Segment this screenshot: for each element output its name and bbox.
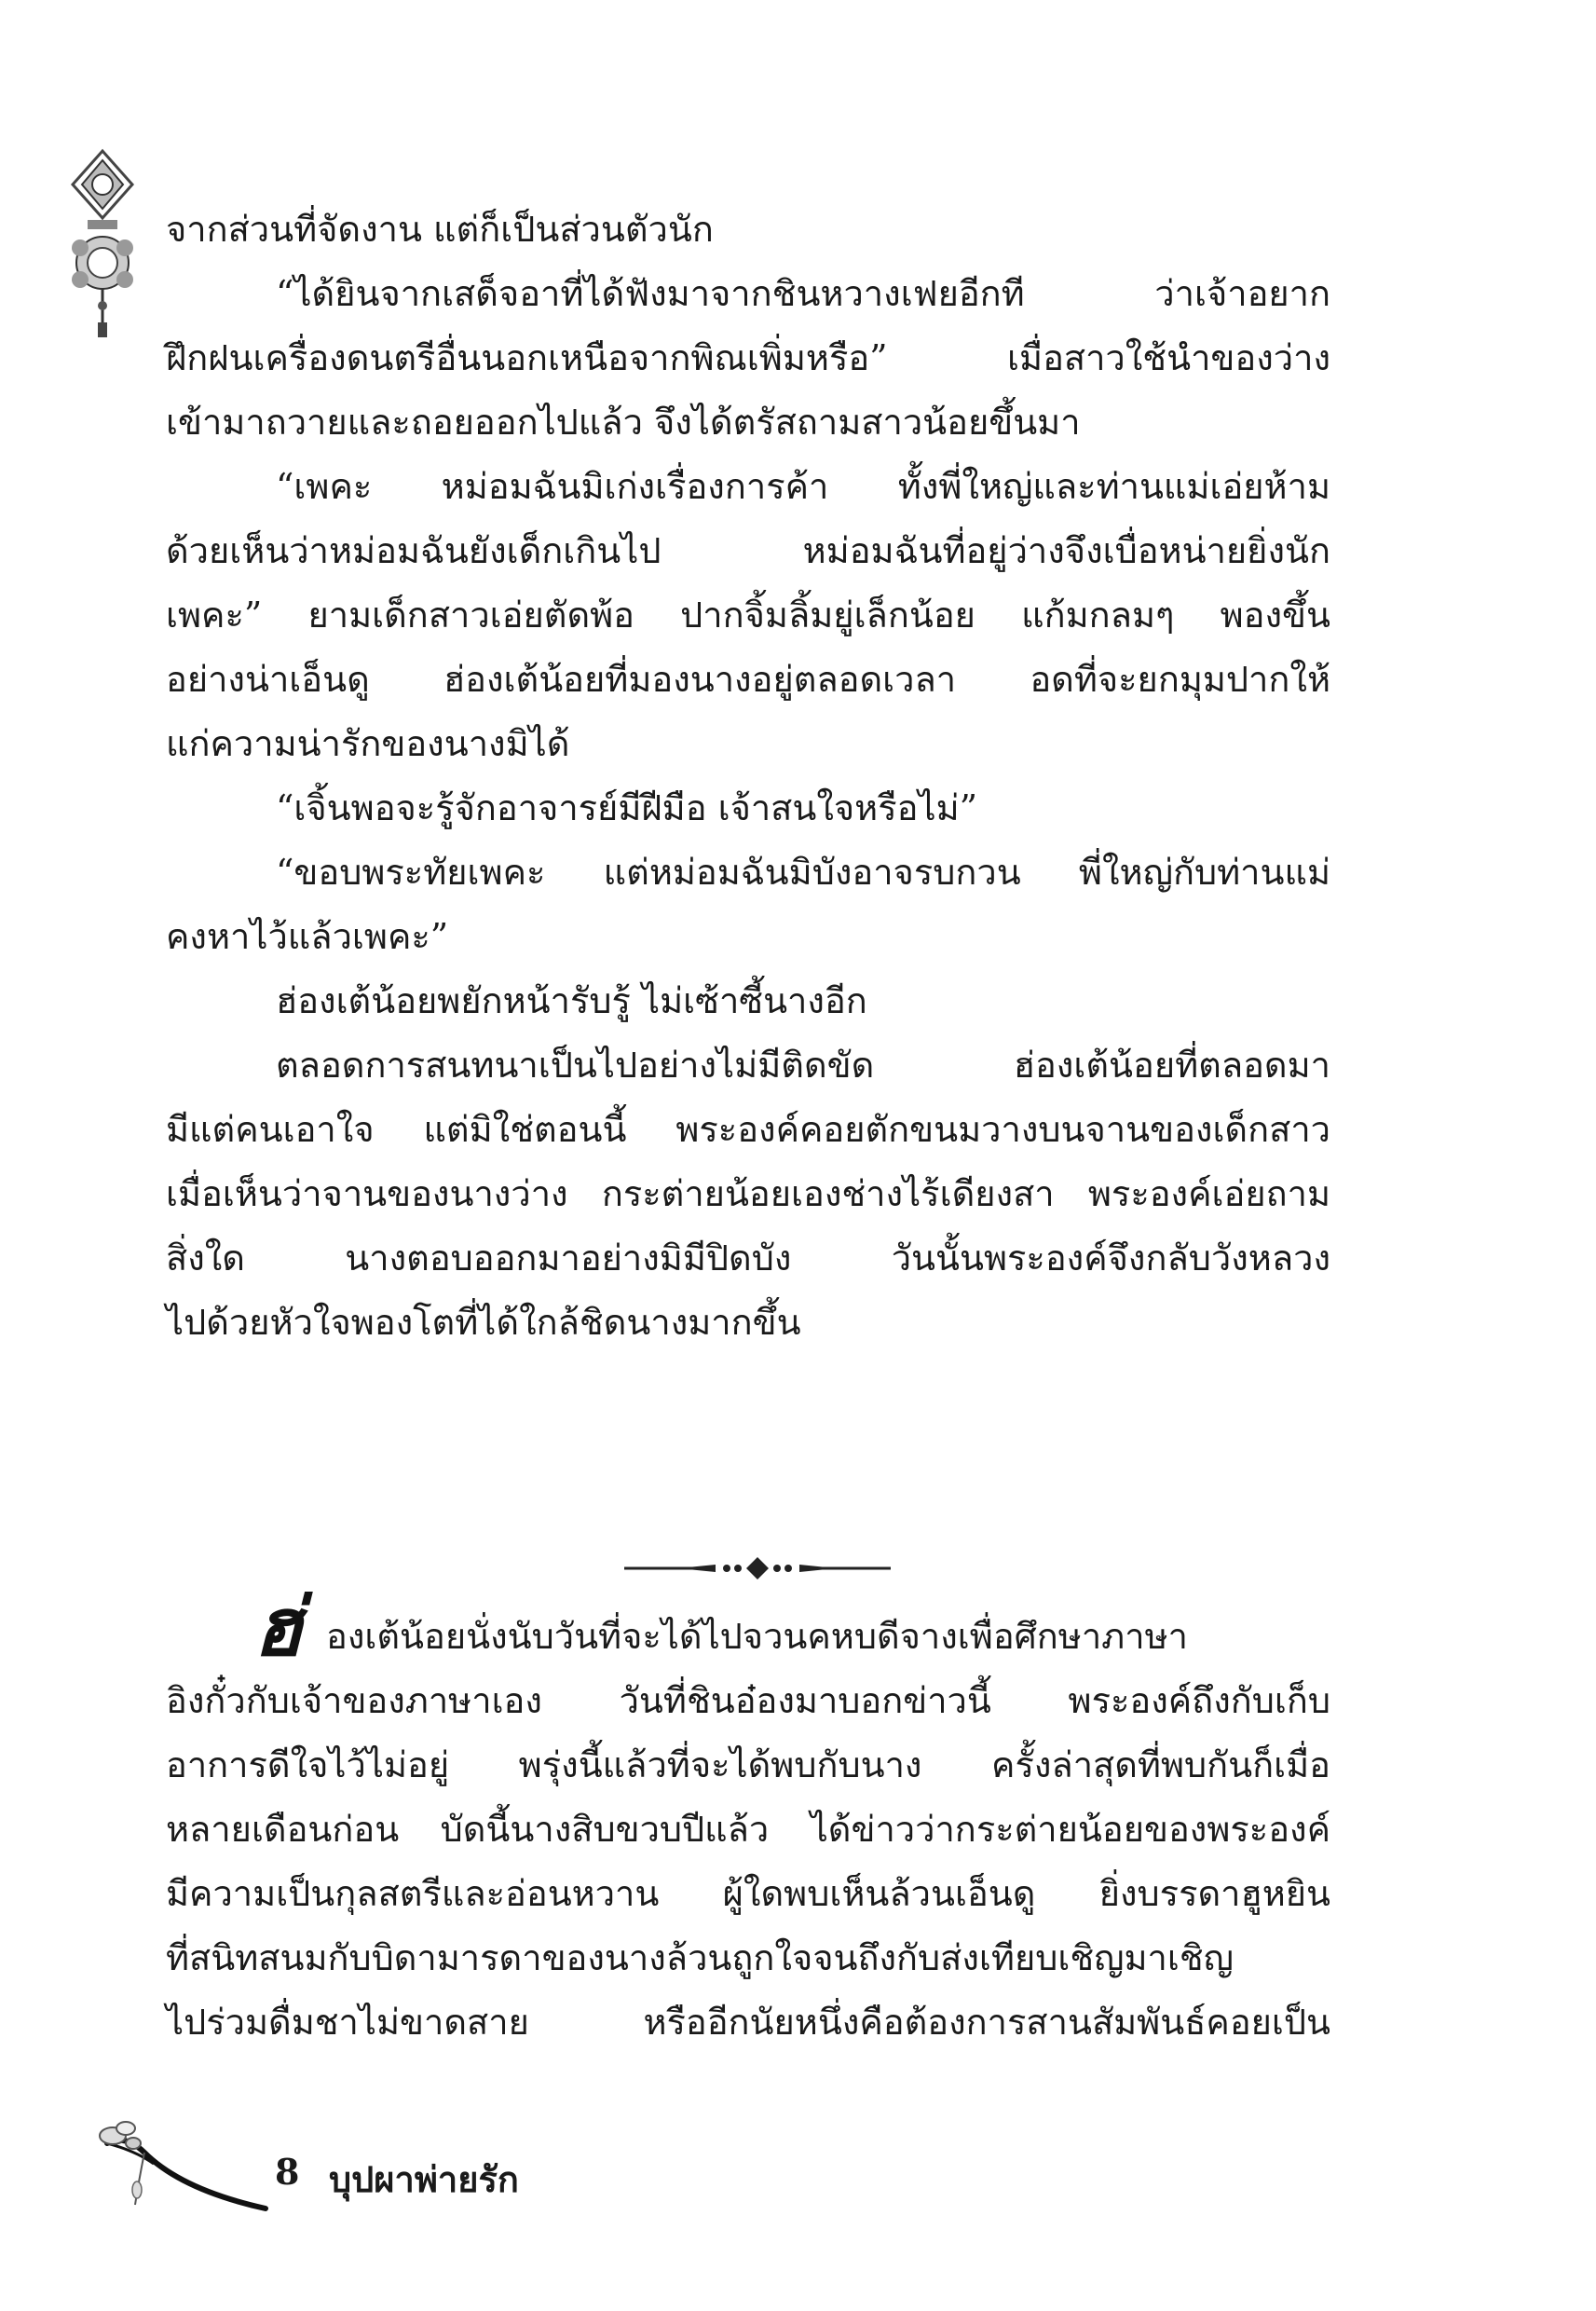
text-line: ตลอดการสนทนาเป็นไปอย่างไม่มีติดขัด ฮ่องเต้น้อยที่ตลอดมา [276, 1045, 1330, 1086]
text-line: องเต้น้อยนั่งนับวันที่จะได้ไปจวนคหบดีจางเพื่อศึกษาภาษา [326, 1616, 1188, 1657]
text-line: ที่สนิทสนมกับบิดามารดาของนางล้วนถูกใจจนถึงกับส่งเทียบเชิญมาเชิญ [166, 1937, 1235, 1978]
text-line: ไปด้วยหัวใจพองโตที่ได้ใกล้ชิดนางมากขึ้น [166, 1302, 801, 1343]
text-line: จากส่วนที่จัดงาน แต่ก็เป็นส่วนตัวนัก [166, 209, 714, 250]
flower-branch-icon [89, 2115, 303, 2218]
dropcap-line [166, 1581, 1330, 1675]
text-line: ไปร่วมดื่มชาไม่ขาดสาย หรืออีกนัยหนึ่งคือต้องการสานสัมพันธ์คอยเป็น [166, 2002, 1330, 2043]
text-line: มีความเป็นกุลสตรีและอ่อนหวาน ผู้ใดพบเห็นล้วนเอ็นดู ยิ่งบรรดาฮูหยิน [166, 1873, 1330, 1914]
body-text-section-2 [166, 1581, 1330, 2055]
book-title: บุปผาพ่ายรัก [329, 2158, 519, 2200]
ornamental-divider-icon [622, 1554, 893, 1582]
text-line: ด้วยเห็นว่าหม่อมฉันยังเด็กเกินไป หม่อมฉันที่อยู่ว่างจึงเบื่อหน่ายยิ่งนัก [166, 530, 1330, 571]
text-line: เข้ามาถวายและถอยออกไปแล้ว จึงได้ตรัสถามสาวน้อยขึ้นมา [166, 402, 1081, 443]
body-text-section-1 [166, 198, 1330, 1355]
text-line: “เพคะ หม่อมฉันมิเก่งเรื่องการค้า ทั้งพี่ใหญ่และท่านแม่เอ่ยห้าม [276, 466, 1330, 507]
text-line: ฝึกฝนเครื่องดนตรีอื่นนอกเหนือจากพิณเพิ่มหรือ” เมื่อสาวใช้นำของว่าง [166, 337, 1330, 378]
text-line: มีแต่คนเอาใจ แต่มิใช่ตอนนี้ พระองค์คอยตักขนมวางบนจานของเด็กสาว [166, 1109, 1330, 1150]
text-line: คงหาไว้แล้วเพคะ” [166, 916, 449, 957]
text-line: สิ่งใด นางตอบออกมาอย่างมิมีปิดบัง วันนั้นพระองค์จึงกลับวังหลวง [166, 1238, 1330, 1279]
text-line: แก่ความน่ารักของนางมิได้ [166, 723, 570, 764]
page-footer [89, 2115, 610, 2218]
text-line: เมื่อเห็นว่าจานของนางว่าง กระต่ายน้อยเองช่างไร้เดียงสา พระองค์เอ่ยถาม [166, 1173, 1330, 1214]
text-line: “ขอบพระทัยเพคะ แต่หม่อมฉันมิบังอาจรบกวน พี่ใหญ่กับท่านแม่ [276, 852, 1330, 893]
text-line: อย่างน่าเอ็นดู ฮ่องเต้น้อยที่มองนางอยู่ตลอดเวลา อดที่จะยกมุมปากให้ [166, 659, 1330, 700]
text-line: ฮ่องเต้น้อยพยักหน้ารับรู้ ไม่เซ้าซี้นางอีก [276, 980, 867, 1021]
text-line: หลายเดือนก่อน บัดนี้นางสิบขวบปีแล้ว ได้ข่าวว่ากระต่ายน้อยของพระองค์ [166, 1809, 1330, 1850]
text-line: อาการดีใจไว้ไม่อยู่ พรุ่งนี้แล้วที่จะได้พบกับนาง ครั้งล่าสุดที่พบกันก็เมื่อ [166, 1744, 1330, 1785]
dropcap-letter: ฮ่ [253, 1581, 303, 1675]
text-line: “เจิ้นพอจะรู้จักอาจารย์มีฝีมือ เจ้าสนใจหรือไม่” [276, 787, 978, 828]
page-number: 8 [275, 2151, 300, 2193]
floral-crest-icon [67, 147, 138, 343]
text-line: อิงกั๋วกับเจ้าของภาษาเอง วันที่ชินอ๋องมาบอกข่าวนี้ พระองค์ถึงกับเก็บ [166, 1680, 1330, 1721]
text-line: เพคะ” ยามเด็กสาวเอ่ยตัดพ้อ ปากจิ้มลิ้มยู่เล็กน้อย แก้มกลมๆ พองขึ้น [166, 595, 1330, 636]
text-line: “ได้ยินจากเสด็จอาที่ได้ฟังมาจากชินหวางเฟยอีกที ว่าเจ้าอยาก [276, 273, 1330, 314]
